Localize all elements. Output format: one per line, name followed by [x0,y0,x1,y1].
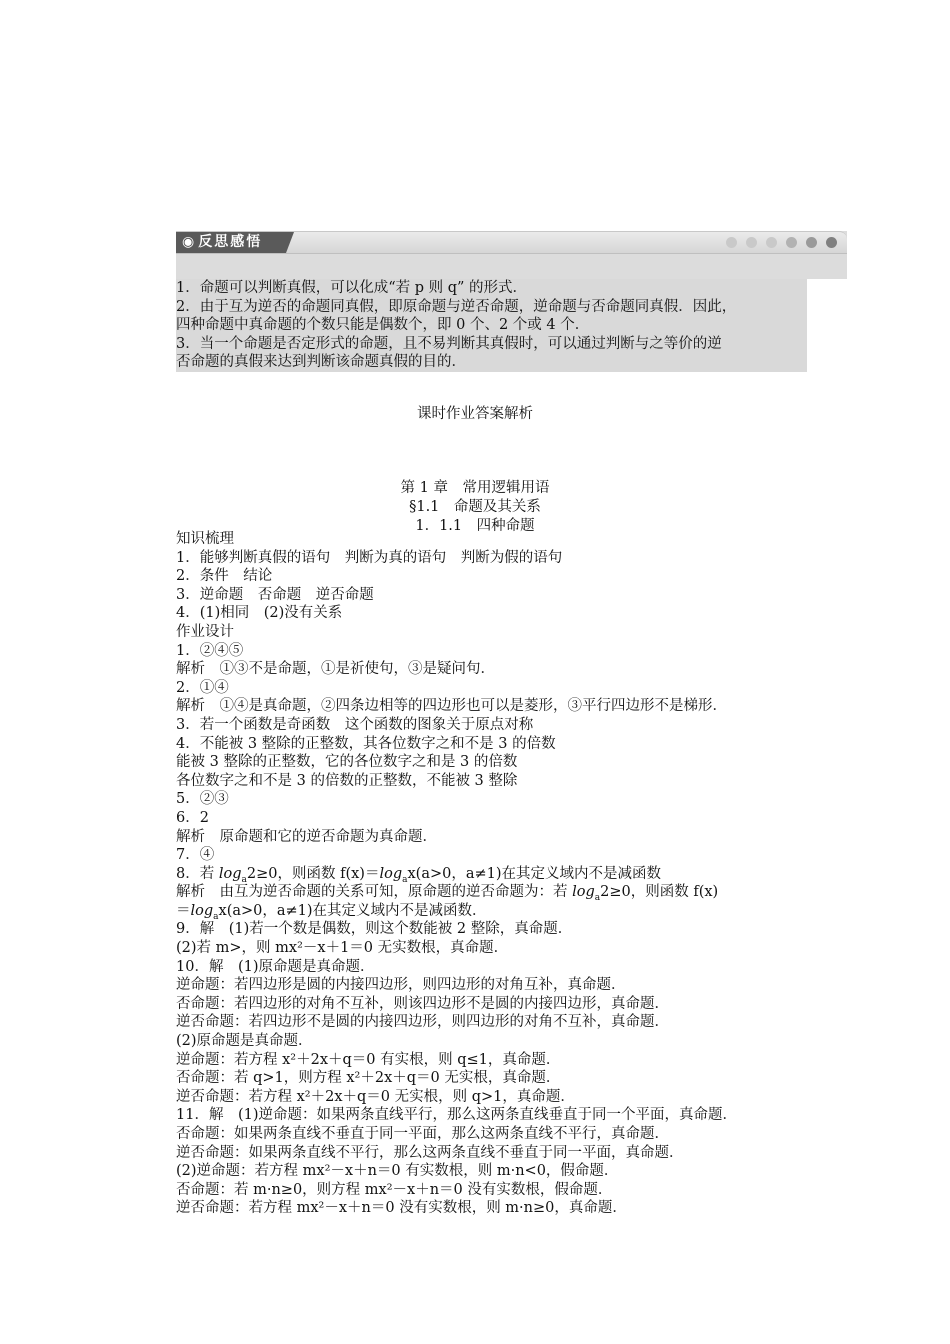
text-line: 5．②③ [176,791,229,808]
text-line: 解析 原命题和它的逆否命题为真命题． [176,828,437,845]
banner-title: 反思感悟 [198,234,263,250]
banner-tab [176,232,286,253]
log-text: log [190,902,214,919]
reflection-line: 1．命题可以判断真假，可以化成“若 p 则 q” 的形式． [176,280,528,296]
dot-icon [826,237,837,248]
text-line: 逆否命题：如果两条直线不平行，那么这两条直线不垂直于同一平面，真命题． [176,1144,684,1161]
text-line: 7．④ [176,847,215,864]
text-line: 否命题：若四边形的对角不互补，则该四边形不是圆的内接四边形，真命题． [176,995,669,1012]
reflection-line: 四种命题中真命题的个数只能是偶数个，即 0 个、2 个或 4 个． [176,317,590,333]
text-line: 6．2 [176,809,209,826]
log-base: a [402,874,408,885]
reflection-banner [176,231,847,279]
text-span: 解析 由互为逆否命题的关系可知，原命题的逆否命题为：若 [176,884,573,901]
text-line [176,902,836,921]
text-line: (2)若 m>，则 mx²－x＋1＝0 无实数根，真命题． [176,940,509,957]
dot-icon [726,237,737,248]
banner-tab-notch [286,232,294,253]
dot-icon [746,237,757,248]
reflection-line: 3．当一个命题是否定形式的命题，且不易判断其真假时，可以通过判断与之等价的逆 [176,335,722,352]
log-base: a [213,911,219,922]
reflection-text [176,279,807,372]
text-line: 各位数字之和不是 3 的倍数的正整数，不能被 3 整除 [176,772,518,789]
text-line: 否命题：若 q>1，则方程 x²＋2x＋q＝0 无实根，真命题． [176,1070,561,1087]
dot-icon [766,237,777,248]
log-base: a [241,874,247,885]
text-line: 2．①④ [176,679,229,696]
text-line: 逆否命题：若方程 x²＋2x＋q＝0 无实根，则 q>1，真命题． [176,1088,575,1105]
text-line [176,883,836,902]
text-line: 知识梳理 [176,531,234,547]
text-line: 4．(1)相同 (2)没有关系 [176,605,343,622]
text-line: 逆否命题：若四边形不是圆的内接四边形，则四边形的对角不互补，真命题． [176,1014,669,1031]
answers-title: 课时作业答案解析 [417,406,533,422]
text-line: 作业设计 [176,623,234,640]
text-line: 逆命题：若方程 x²＋2x＋q＝0 有实根，则 q≤1，真命题． [176,1051,561,1068]
text-span: 8．若 [176,865,219,882]
text-line: 4．不能被 3 整除的正整数，其各位数字之和不是 3 的倍数 [176,735,556,752]
dot-icon [806,237,817,248]
answer-body [176,530,836,1218]
text-line: 解析 ①③不是命题，①是祈使句，③是疑问句． [176,661,495,678]
text-line: 9．解 (1)若一个数是偶数，则这个数能被 2 整除，真命题． [176,921,573,938]
text-span: ＝ [176,902,191,919]
text-line: 逆否命题：若方程 mx²－x＋n＝0 没有实数根，则 m·n≥0，真命题． [176,1200,627,1217]
text-line: 能被 3 整除的正整数，它的各位数字之和是 3 的倍数 [176,754,518,771]
target-icon: ◉ [182,234,195,250]
text-line: 3．若一个函数是奇函数 这个函数的图象关于原点对称 [176,716,534,733]
text-line: 10．解 (1)原命题是真命题． [176,958,375,975]
text-line: 1．能够判断真假的语句 判断为真的语句 判断为假的语句 [176,549,563,566]
log-text: log [218,865,242,882]
text-span: x(a>0，a≠1)在其定义域内不是减函数． [218,902,487,919]
log-text: log [572,884,595,901]
banner-strip [176,231,847,254]
reflection-line: 否命题的真假来达到判断该命题真假的目的． [176,354,466,370]
text-line: 逆命题：若四边形是圆的内接四边形，则四边形的对角互补，真命题． [176,977,626,994]
dot-icon [786,237,797,248]
log-base: a [594,893,601,904]
chapter-title: 第 1 章 常用逻辑用语 [400,480,550,496]
subsection-title: 1．1.1 四种命题 [415,518,535,534]
reflection-line: 2．由于互为逆否的命题同真假，即原命题与逆否命题，逆命题与否命题同真假．因此， [176,298,737,315]
text-line: (2)原命题是真命题． [176,1033,313,1050]
text-line [176,865,836,884]
text-line: 解析 ①④是真命题，②四条边相等的四边形也可以是菱形，③平行四边形不是梯形． [176,698,727,715]
log-text: log [379,865,403,882]
text-span: 2≥0，则函数 f(x)＝ [246,865,380,882]
section-title: §1.1 命题及其关系 [409,499,541,515]
text-span: x(a>0，a≠1)在其定义域内不是减函数 [407,865,662,882]
text-line: 3．逆命题 否命题 逆否命题 [176,586,374,603]
text-line: (2)逆命题：若方程 mx²－x＋n＝0 有实数根，则 m·n<0，假命题． [176,1163,619,1180]
text-line: 否命题：如果两条直线不垂直于同一平面，那么这两条直线不平行，真命题． [176,1126,669,1142]
text-line: 11．解 (1)逆命题：如果两条直线平行，那么这两条直线垂直于同一个平面，真命题． [176,1107,737,1124]
text-line: 2．条件 结论 [176,568,273,585]
text-line: 1．②④⑤ [176,642,244,659]
decorative-dots [726,237,837,248]
text-span: 2≥0，则函数 f(x) [600,884,719,901]
text-line: 否命题：若 m·n≥0，则方程 mx²－x＋n＝0 没有实数根，假命题． [176,1181,613,1198]
